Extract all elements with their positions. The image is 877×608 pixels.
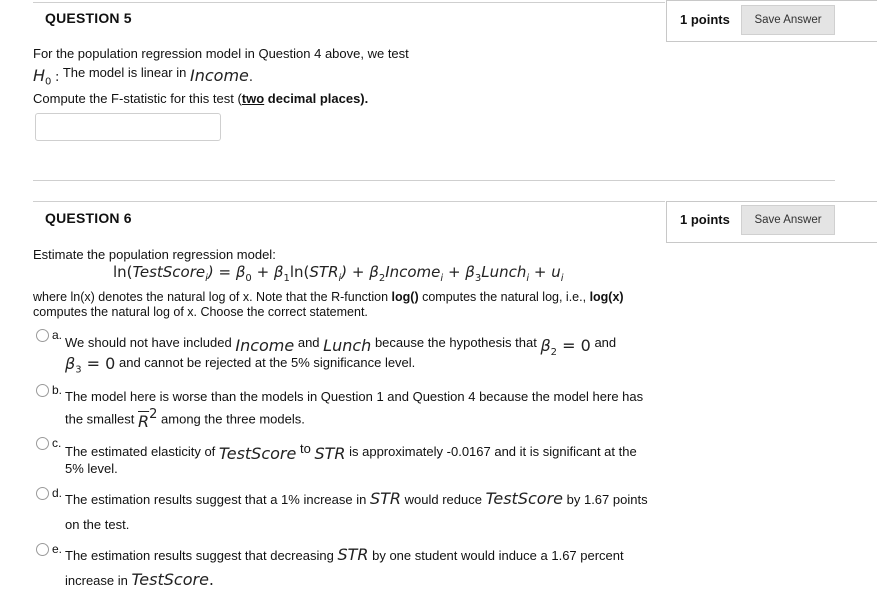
h0-period: . — [248, 70, 254, 85]
option-e-text-2: by one student would induce a 1.67 percent — [372, 548, 624, 563]
question-5-points: 1 points — [680, 12, 730, 27]
option-e-line-2 — [65, 570, 214, 589]
question-6-title: QUESTION 6 — [45, 210, 132, 226]
option-d-str: STR — [369, 489, 401, 508]
option-a-eq0: = 0 — [557, 336, 591, 355]
eq-plus-beta-1: + β — [251, 263, 284, 281]
option-d-text-2: would reduce — [404, 492, 482, 507]
eq-sub-b2: 2 — [378, 273, 386, 284]
note-mid: computes the natural log, i.e., — [418, 290, 590, 304]
option-c-str: STR — [314, 444, 346, 463]
eq-ln-1: ln( — [113, 263, 133, 281]
option-b-letter: b. — [52, 383, 63, 397]
option-a-beta3: β — [65, 354, 76, 373]
eq-sub-b3: 3 — [474, 273, 482, 284]
eq-sub-i3: i — [440, 273, 444, 284]
option-a-beta3-sub: 3 — [75, 364, 82, 376]
question-5-hypothesis — [33, 66, 253, 88]
option-e-period: . — [208, 570, 215, 589]
option-a-lunch: Lunch — [323, 336, 372, 355]
question-5-save-answer-button[interactable]: Save Answer — [741, 5, 835, 35]
option-a-text-1: We should not have included — [65, 335, 232, 350]
note-pre: where ln(x) denotes the natural log of x. Note that the R-function — [33, 290, 392, 304]
question-6-note-line-1 — [33, 290, 624, 304]
compute-prefix: Compute the F-statistic for this test ( — [33, 91, 242, 106]
question-6-note-line-2: computes the natural log of x. Choose the correct statement. — [33, 305, 368, 319]
option-a-line-1 — [65, 332, 617, 358]
option-a-text-and-2: and — [594, 335, 617, 350]
option-d-line-1 — [65, 489, 648, 508]
option-c-text-1: The estimated elasticity of — [65, 444, 216, 459]
eq-lunch: Lunch — [481, 263, 527, 281]
option-e-str: STR — [337, 545, 369, 564]
option-c-line-1 — [65, 441, 637, 463]
option-d-letter: d. — [52, 486, 63, 500]
option-b-rbar-letter: $\overline{R}$ — [138, 412, 150, 432]
compute-suffix: decimal places). — [264, 91, 369, 106]
option-b-radio[interactable] — [36, 384, 49, 397]
question-6-points: 1 points — [680, 212, 730, 227]
option-c-radio[interactable] — [36, 437, 49, 450]
eq-income: Income — [385, 263, 441, 281]
option-a-letter: a. — [52, 328, 63, 342]
eq-plus-beta-3: + β — [443, 263, 475, 281]
option-d-line-2: on the test. — [65, 517, 130, 532]
note-logx: log(x) — [589, 290, 624, 304]
eq-sub-b1: 1 — [283, 273, 290, 284]
option-a-text-5: and cannot be rejected at the 5% significance level. — [118, 355, 416, 370]
question-6-top-divider — [33, 201, 665, 202]
option-c-line-2: 5% level. — [65, 461, 118, 476]
option-b-text-2: the smallest — [65, 411, 135, 427]
option-e-testscore: TestScore — [131, 570, 209, 589]
eq-sub-i4: i — [526, 273, 530, 284]
option-a-radio[interactable] — [36, 329, 49, 342]
question-5-bottom-divider — [33, 180, 835, 181]
eq-sub-i1: i — [205, 273, 208, 284]
option-e-radio[interactable] — [36, 543, 49, 556]
h0-colon: : — [55, 70, 60, 85]
eq-str: STR — [309, 263, 339, 281]
option-a-beta2: β — [540, 336, 551, 355]
option-e-line-1 — [65, 545, 624, 564]
option-c-testscore: TestScore — [218, 444, 297, 463]
option-a-line-2 — [65, 354, 415, 376]
option-b-line-1: The model here is worse than the models in Question 1 and Question 4 because the model here has — [65, 389, 644, 404]
option-e-text-1: The estimation results suggest that decreasing — [65, 548, 334, 563]
option-c-text-3: is approximately -0.0167 and it is significant at the — [349, 444, 637, 459]
eq-sub-i2: i — [338, 273, 342, 284]
eq-ln-2: ln( — [289, 263, 310, 281]
regression-equation — [113, 263, 564, 284]
option-a-income: Income — [235, 336, 295, 355]
eq-testscore: TestScore — [132, 263, 206, 281]
option-b-rbar-sup: 2 — [149, 407, 158, 422]
option-b-rbar — [138, 412, 149, 431]
option-d-text-3: by 1.67 points — [566, 492, 648, 507]
question-5-answer-input[interactable] — [35, 113, 221, 141]
option-e-text-3: increase in — [65, 573, 128, 588]
h0-subscript: 0 — [45, 76, 52, 88]
option-c-letter: c. — [52, 436, 62, 450]
note-log-fn: log() — [391, 290, 419, 304]
question-6-intro: Estimate the population regression model: — [33, 247, 276, 262]
option-a-eq0b: = 0 — [81, 354, 116, 373]
eq-sub-i5: i — [560, 273, 564, 284]
option-b-text-3: among the three models. — [161, 411, 305, 427]
option-a-text-and: and — [297, 335, 320, 350]
question-5-title: QUESTION 5 — [45, 10, 132, 26]
question-5-compute-instructions — [33, 91, 368, 106]
option-d-radio[interactable] — [36, 487, 49, 500]
option-d-text-1: The estimation results suggest that a 1% increase in — [65, 492, 367, 507]
h0-income-var: Income — [190, 66, 249, 85]
eq-equals-beta: ) = β — [207, 263, 246, 281]
option-c-text-to: to — [299, 441, 311, 456]
option-a-text-3: because the hypothesis that — [374, 335, 537, 350]
eq-plus-u: + u — [529, 263, 561, 281]
option-a-beta2-sub: 2 — [550, 346, 558, 358]
eq-plus-beta-2: ) + β — [341, 263, 379, 281]
h0-text: The model is linear in — [62, 65, 187, 80]
top-divider — [33, 2, 665, 3]
option-e-letter: e. — [52, 542, 63, 556]
question-5-intro: For the population regression model in Question 4 above, we test — [33, 46, 409, 61]
h0-symbol: H — [33, 66, 46, 85]
question-6-save-answer-button[interactable]: Save Answer — [741, 205, 835, 235]
eq-sub-b0: 0 — [245, 273, 252, 284]
option-b-line-2 — [65, 407, 305, 432]
compute-two: two — [241, 91, 265, 106]
option-d-testscore: TestScore — [485, 489, 563, 508]
